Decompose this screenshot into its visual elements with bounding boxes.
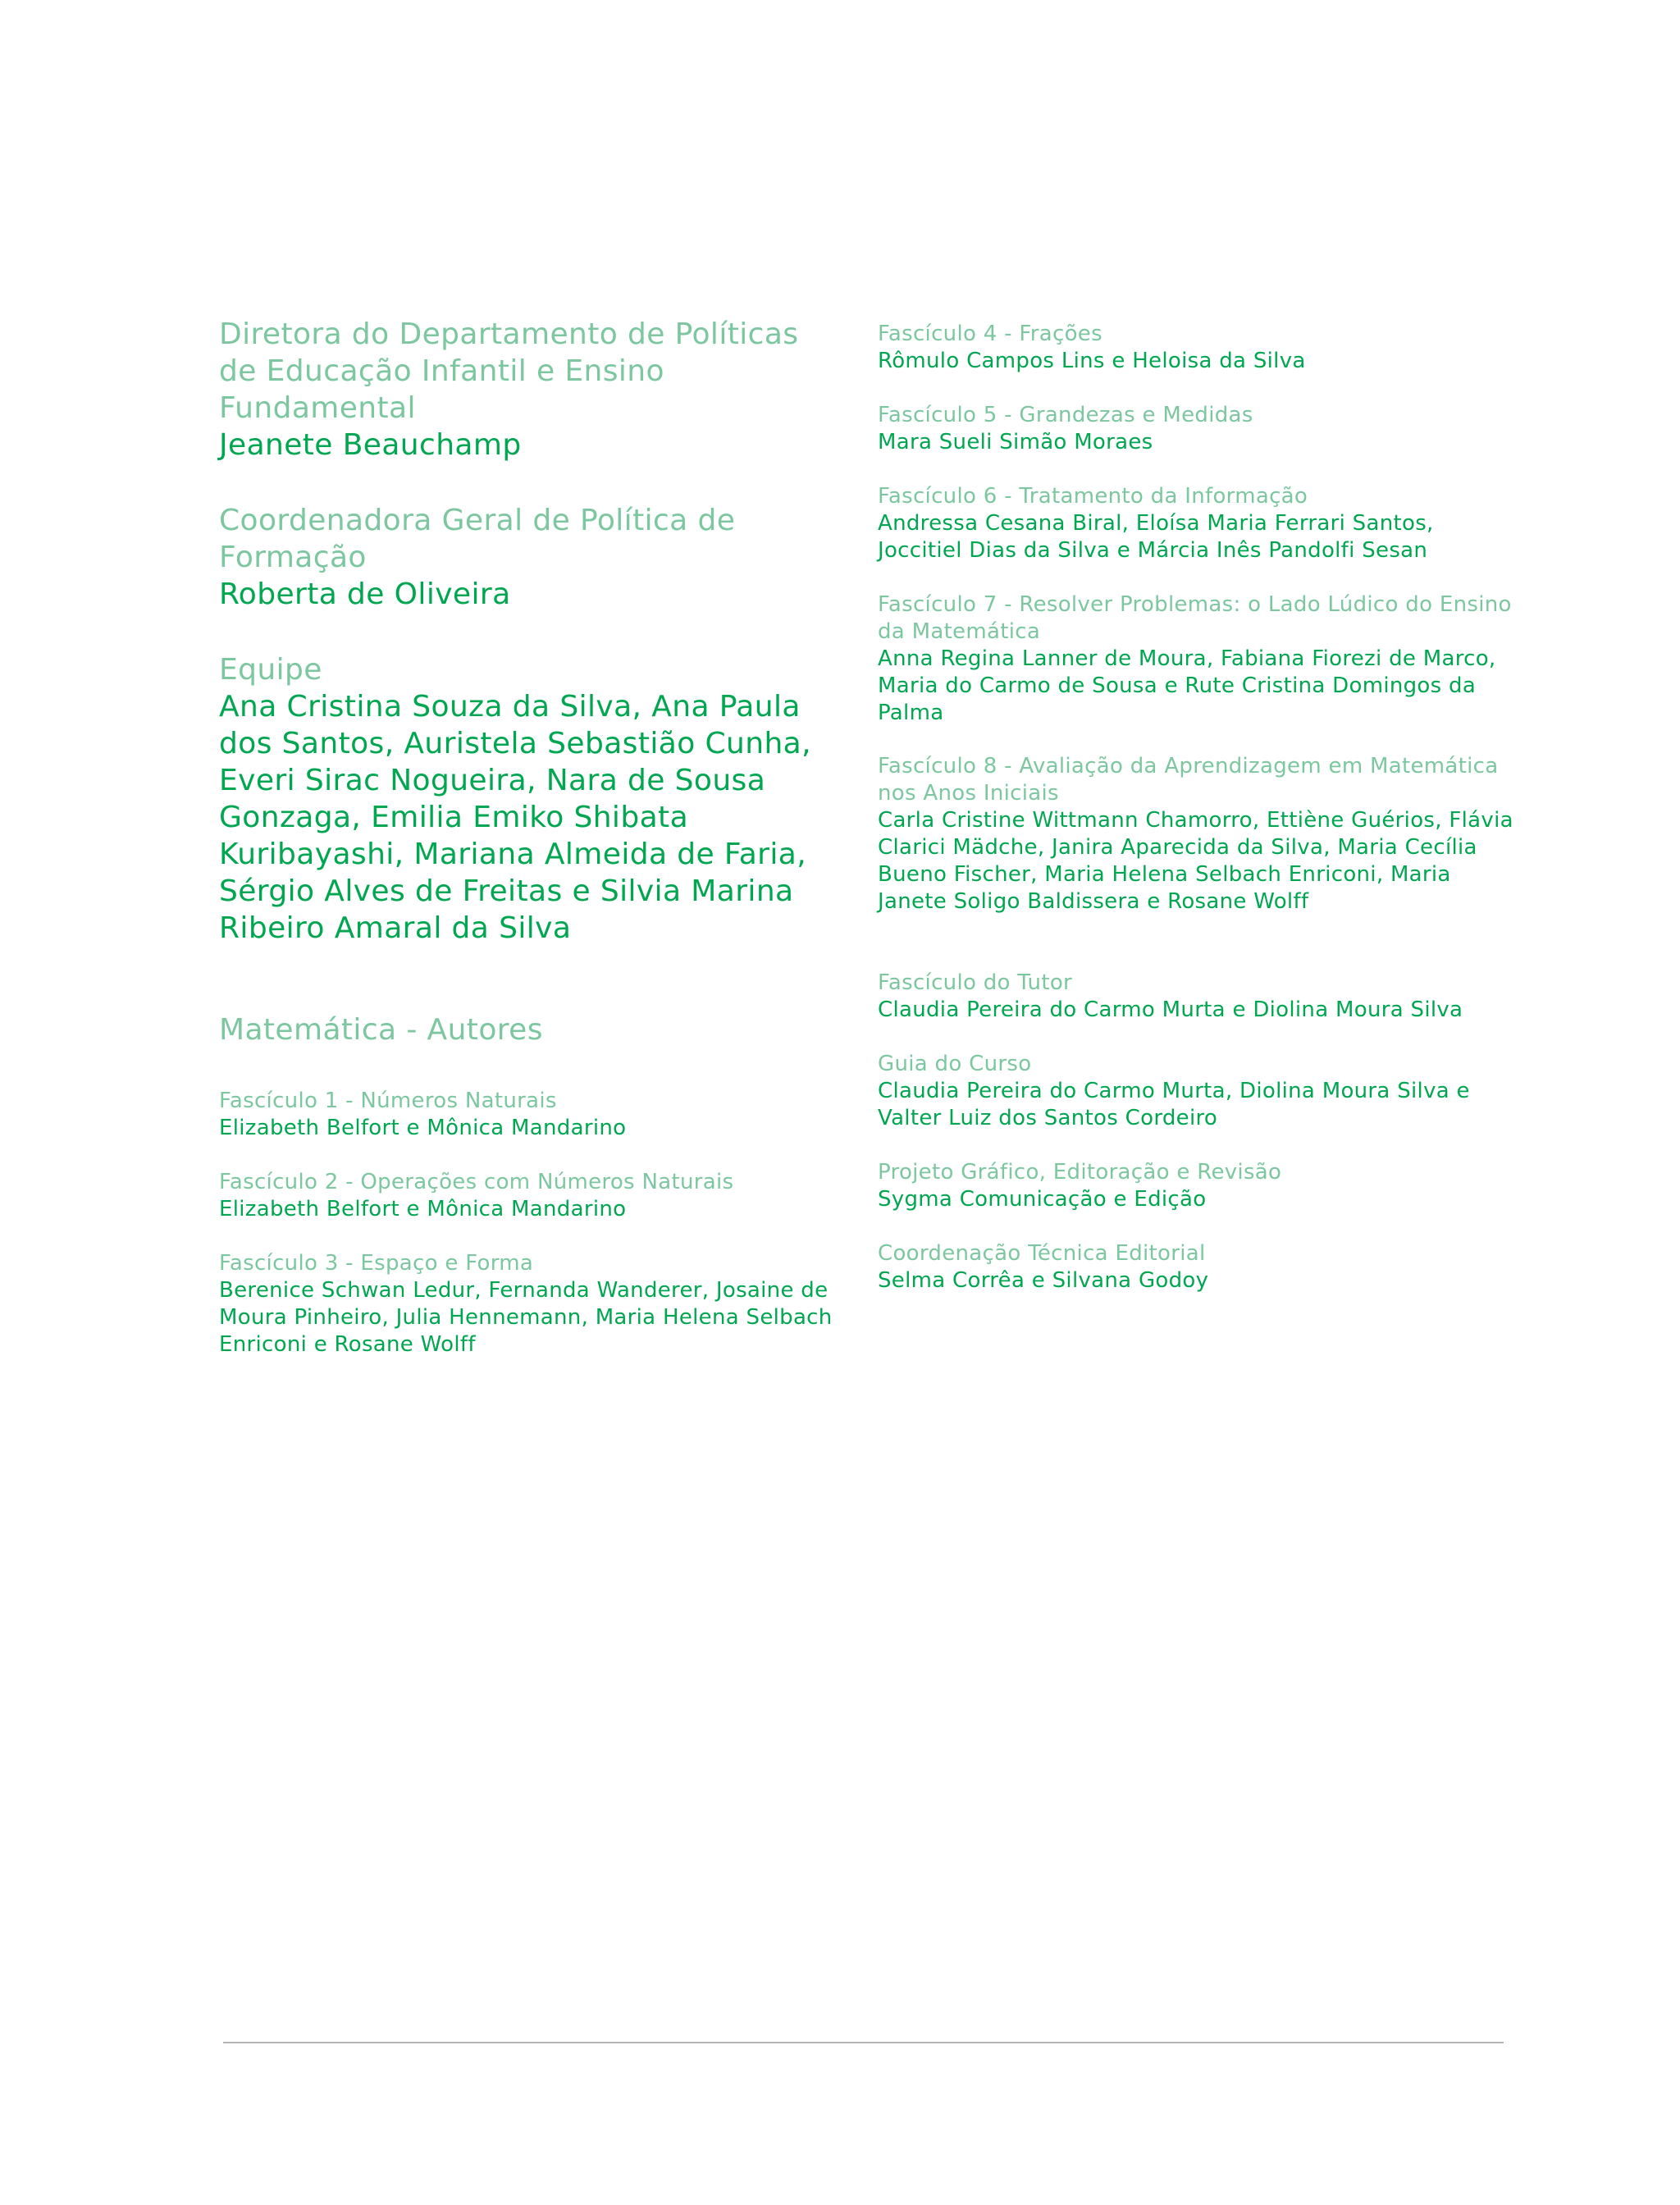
fasciculo-1 xyxy=(219,1088,842,1142)
equipe-label: Equipe xyxy=(219,653,322,687)
fasciculo-3 xyxy=(219,1250,842,1358)
fasciculo-authors: Anna Regina Lanner de Moura, Fabiana Fiorezi de Marco, Maria do Carmo de Sousa e Rute Cristina Domingos da Palma xyxy=(878,646,1496,725)
fasciculo-authors: Andressa Cesana Biral, Eloísa Maria Ferrari Santos, Joccitiel Dias da Silva e Márcia Inês Pandolfi Sesan xyxy=(878,511,1434,563)
extra-authors: Selma Corrêa e Silvana Godoy xyxy=(878,1268,1209,1293)
diretora-label: Diretora do Departamento de Políticas de Educação Infantil e Ensino Fundamental xyxy=(219,317,799,425)
fasciculo-title: Fascículo 1 - Números Naturais xyxy=(219,1089,557,1113)
fasciculo-title: Fascículo 5 - Grandezas e Medidas xyxy=(878,403,1253,427)
fasciculo-4 xyxy=(878,321,1518,375)
fasciculo-authors: Rômulo Campos Lins e Heloisa da Silva xyxy=(878,349,1306,373)
fasciculo-title: Fascículo 4 - Frações xyxy=(878,322,1102,346)
bottom-rule xyxy=(223,2042,1504,2043)
extra-title: Coordenação Técnica Editorial xyxy=(878,1241,1206,1266)
fasciculo-authors: Berenice Schwan Ledur, Fernanda Wanderer, Josaine de Moura Pinheiro, Julia Hennemann, Maria Helena Selbach Enriconi e Rosane Wolff xyxy=(219,1278,833,1357)
coordenadora-section xyxy=(219,502,842,613)
extra-authors: Sygma Comunicação e Edição xyxy=(878,1187,1207,1212)
coordenadora-label: Coordenadora Geral de Política de Formação xyxy=(219,504,736,574)
extra-title: Fascículo do Tutor xyxy=(878,970,1073,995)
extra-authors: Claudia Pereira do Carmo Murta e Diolina Moura Silva xyxy=(878,998,1463,1022)
coordenadora-name: Roberta de Oliveira xyxy=(219,578,511,611)
projeto-grafico xyxy=(878,1159,1518,1213)
fasciculo-6 xyxy=(878,483,1518,564)
fasciculo-5 xyxy=(878,402,1518,456)
equipe-names: Ana Cristina Souza da Silva, Ana Paula dos Santos, Auristela Sebastião Cunha, Everi Sirac Nogueira, Nara de Sousa Gonzaga, Emilia Emiko Shibata Kuribayashi, Mariana Almeida de Faria, Sérgio Alves de Freitas e Silvia Marina Ribeiro Amaral da Silva xyxy=(219,690,811,945)
diretora-name: Jeanete Beauchamp xyxy=(219,428,522,462)
fasciculo-title: Fascículo 7 - Resolver Problemas: o Lado Lúdico do Ensino da Matemática xyxy=(878,592,1512,644)
fasciculo-title: Fascículo 3 - Espaço e Forma xyxy=(219,1251,534,1276)
autores-heading: Matemática - Autores xyxy=(219,1013,543,1047)
equipe-section xyxy=(219,651,842,947)
fasciculo-title: Fascículo 6 - Tratamento da Informação xyxy=(878,484,1308,509)
guia-do-curso xyxy=(878,1051,1518,1132)
diretora-section xyxy=(219,316,842,463)
fasciculo-authors: Carla Cristine Wittmann Chamorro, Ettiène Guérios, Flávia Clarici Mädche, Janira Aparecida da Silva, Maria Cecília Bueno Fischer, Maria Helena Selbach Enriconi, Maria Janete Soligo Baldissera e Rosane Wolff xyxy=(878,808,1513,914)
fasciculo-authors: Elizabeth Belfort e Mônica Mandarino xyxy=(219,1197,627,1221)
autores-heading-block xyxy=(219,1011,842,1048)
fasciculo-8 xyxy=(878,753,1518,915)
extra-authors: Claudia Pereira do Carmo Murta, Diolina Moura Silva e Valter Luiz dos Santos Cordeiro xyxy=(878,1079,1470,1130)
fasciculo-title: Fascículo 8 - Avaliação da Aprendizagem em Matemática nos Anos Iniciais xyxy=(878,754,1499,806)
fasciculo-2 xyxy=(219,1169,842,1223)
extra-title: Guia do Curso xyxy=(878,1052,1032,1076)
coordenacao-tecnica xyxy=(878,1240,1518,1294)
fasciculo-7 xyxy=(878,591,1518,727)
extra-title: Projeto Gráfico, Editoração e Revisão xyxy=(878,1160,1282,1185)
fasciculo-authors: Elizabeth Belfort e Mônica Mandarino xyxy=(219,1116,627,1140)
fasciculo-authors: Mara Sueli Simão Moraes xyxy=(878,430,1153,454)
fasciculo-title: Fascículo 2 - Operações com Números Naturais xyxy=(219,1170,734,1194)
fasciculo-tutor xyxy=(878,970,1518,1024)
